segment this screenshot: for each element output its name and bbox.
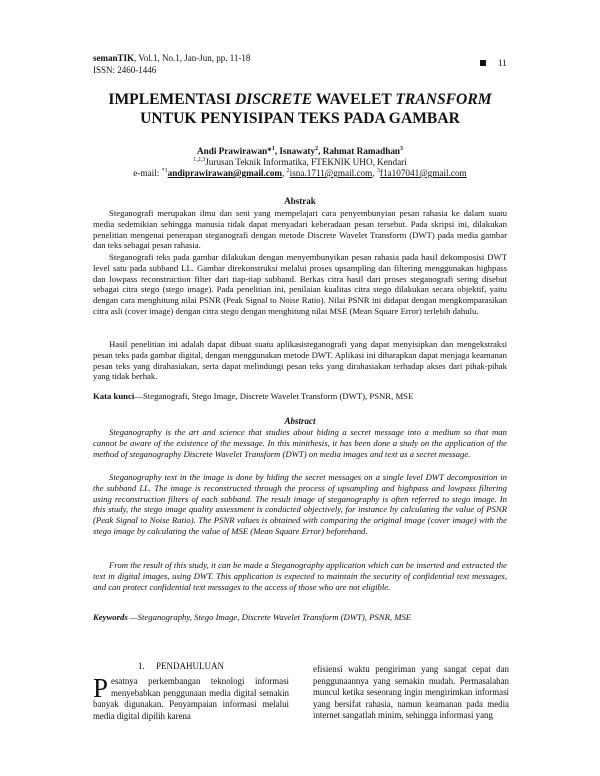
abstract-paragraph-1: Steganography is the art and science that studies about hiding a secret message into a medium so that man cannot be aware of the existence of the message. In this minithesis, it has been done a study on the application of the method of steganography Discrete Wavelet Transform (DWT) on media images and text as a secret message. (93, 427, 507, 459)
keywords-text: —Steganography, Stego Image, Discrete Wavelet Transform (DWT), PSNR, MSE (127, 612, 412, 622)
author-sup: 3 (400, 145, 404, 152)
email-sep: , (372, 168, 377, 178)
email-line (60, 168, 540, 179)
affiliation-sup: 1,2,3 (193, 156, 206, 163)
email-sup: 3 (376, 167, 380, 174)
right-column-text: efisiensi waktu pengiriman yang sangat cepat dan penggunaannya yang semakin mudah. Permasalahan muncul ketika seseorang ingin mengirimkan informasi yang bersifat rahasia, namun keamanan pada media internet sangatlah minim, sehingga informasi yang (313, 664, 509, 721)
square-marker-icon (480, 60, 486, 66)
email-link-3[interactable]: f1a107041@gmail.com (379, 168, 467, 178)
title-part-italic: TRANSFORM (395, 91, 492, 108)
abstrak-paragraph-3: Hasil penelitian ini adalah dapat dibuat suatu aplikasisteganografi yang dapat menyisipkan dan mengekstraksi pesan teks pada gambar digital, dengan menggunakan metode DWT. Aplikasi ini diharapkan dapat menjaga keamanan pesan teks yang dirahasiakan, serta dapat melindungi pesan teks yang dirahasiakan terhadap akses dari pihak-pihak yang tidak berhak. (93, 339, 507, 382)
email-sup: 2 (286, 167, 290, 174)
kata-kunci-text: —Steganografi, Stego Image, Discrete Wavelet Transform (DWT), PSNR, MSE (134, 391, 414, 401)
left-column (93, 673, 289, 722)
email-link-1[interactable]: andiprawirawan@gmail.com (167, 168, 283, 178)
author-3: , Rahmat Ramadhan (318, 146, 401, 156)
drop-cap: P (93, 673, 109, 703)
email-sep: , (282, 168, 287, 178)
section-heading: 1. PENDAHULUAN (138, 661, 224, 671)
page-number-block (480, 58, 507, 68)
kata-kunci-label: Kata kunci (93, 391, 135, 401)
journal-citation: , Vol.1, No.1, Jan-Jun, pp. 11-18 (134, 53, 251, 63)
journal-name: semanTIK (93, 53, 135, 63)
abstract-heading: Abstract (284, 416, 316, 426)
keywords-label: Keywords (93, 612, 128, 622)
abstrak-paragraph-2: Steganografi teks pada gambar dilakukan dengan menyembunyikan pesan rahasia pada hasil dekomposisi DWT level satu pada subband LL. Gambar direkonstruksi melalui proses upsampling dan filtering menggunakan highpass dan lowpass reconstruction filter dari tiap-tiap subband. Berkas citra hasil dari proses steganografi sering disebut sebagai citra stego (stego image). Pada penelitian ini, penilaian kualitas citra stego dilakukan secara objektif, yaitu dengan cara menghitung nilai PSNR (Peak Signal to Noise Ratio). Nilai PSNR ini didapat dengan mengkomparasikan citra asli (cover image) dengan citra stego dengan menghitung nilai MSE (Mean Square Error) terlebih dahulu. (93, 252, 507, 316)
email-sup: *1 (161, 167, 168, 174)
kata-kunci (93, 391, 507, 402)
author-sup: 1 (271, 145, 275, 152)
affiliation-text: Jurusan Teknik Informatika, FTEKNIK UHO, Kendari (205, 157, 407, 167)
title-part: WAVELET (312, 91, 396, 108)
affiliation (60, 157, 540, 168)
running-header (93, 52, 250, 76)
email-label: e-mail: (133, 168, 162, 178)
paper-title (60, 90, 540, 128)
abstract-paragraph-2: Steganography text in the image is done by hiding the secret messages on a single level DWT decomposition in the subband LL. The image is reconstructed through the process of upsampling and highpass and lowpass filtering using reconstruction filters of each subband. The result image of steganography is often referred to stego image. In this study, the stego image quality assessment is conducted objectively, for instance by calculating the value of PSNR (Peak Signal to Noise Ratio). The PSNR values is obtained with comparing the original image (cover image) with the stego image by calculating the value of MSE (Mean Square Error) beforehand. (93, 472, 507, 536)
left-column-text: esatnya perkembangan teknologi informasi menyebabkan penggunaan media digital semakin banyak digunakan. Penyampaian informasi melalui media digital dipilih karena (93, 676, 289, 721)
page-number: 11 (498, 58, 507, 68)
email-link-2[interactable]: isna.1711@gmail.com (289, 168, 373, 178)
author-block (60, 146, 540, 179)
title-part: IMPLEMENTASI (108, 91, 236, 108)
author-1: Andi Prawirawan* (196, 146, 272, 156)
keywords (93, 612, 507, 623)
title-part-italic: DISCRETE (235, 91, 313, 108)
author-names (60, 146, 540, 157)
abstract-paragraph-3: From the result of this study, it can be made a Steganography application which can be inserted and extracted the text in digital images, using DWT. This application is expected to maintain the security of confidential text messages, and can protect confidential text messages to the access of those who are not eligible. (93, 560, 507, 592)
journal-issn: ISSN: 2460-1446 (93, 65, 157, 75)
abstrak-heading: Abstrak (284, 196, 316, 206)
abstrak-paragraph-1: Steganografi merupakan ilmu dan seni yang mempelajari cara penyembunyian pesan rahasia ke dalam suatu media sedemikian sehingga manusia tidak dapat menyadari keberadaan pesan tersebut. Pada skripsi ini, dilakukan penelitian mengenai penerapan steganografi dengan metode Discrete Wavelet Transform (DWT) pada media gambar dan teks sebagai pesan rahasia. (93, 208, 507, 251)
title-line-2: UNTUK PENYISIPAN TEKS PADA GAMBAR (140, 110, 460, 127)
author-sup: 2 (315, 145, 319, 152)
right-column (313, 664, 509, 722)
author-2: , Isnawaty (274, 146, 316, 156)
